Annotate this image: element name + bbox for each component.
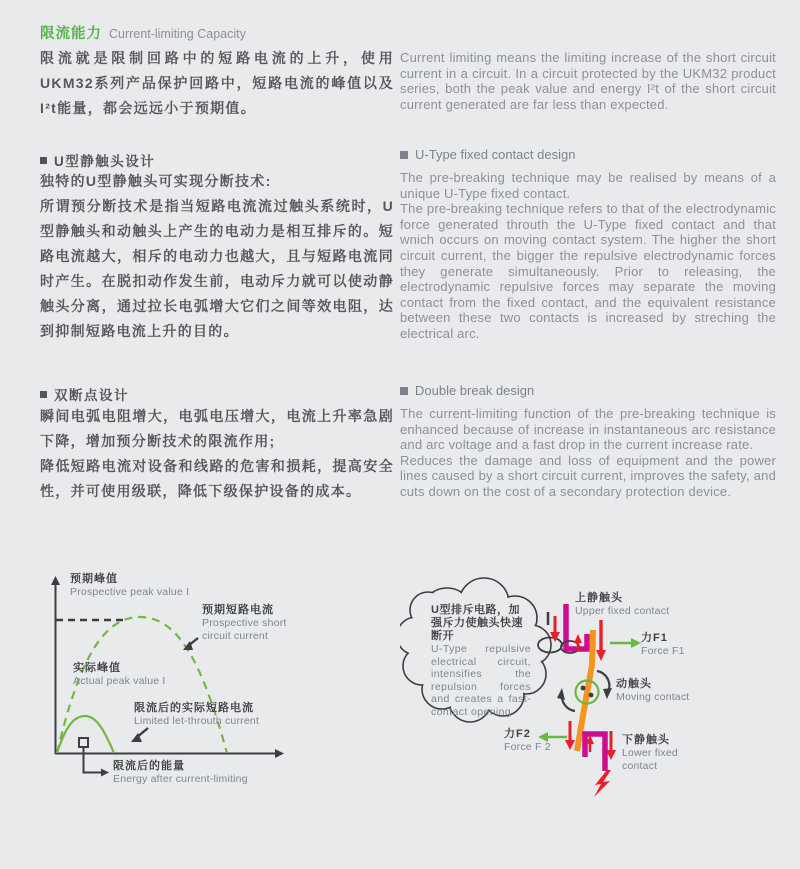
label-prospective-current: 预期短路电流 Prospective short circuit current [202, 604, 287, 642]
label-force-f1: 力F1 Force F1 [641, 632, 685, 657]
energy-marker [79, 738, 88, 747]
y-axis-arrowhead [51, 576, 60, 585]
paragraph: 瞬间电弧电阻增大，电弧电压增大，电流上升率急剧下降，增加预分断技术的限流作用; [40, 408, 394, 449]
section-header-u-type-cn [40, 150, 155, 170]
paragraph: Current limiting means the limiting increase of the short circuit current in a circuit. In a circuit protected by the UKM32 product series, both the peak value and energy I²t of the short circuit current generated are far less than expected. [400, 50, 776, 112]
current-limiting-chart [30, 570, 340, 830]
left-intro-paragraph [40, 46, 394, 121]
label-prospective-peak: 预期峰值 Prospective peak value I [70, 573, 190, 598]
paragraph: The pre-breaking technique may be realised by means of a unique U-Type fixed contact. [400, 170, 776, 201]
label-cloud-note: U型排斥电路，加强斥力使触头快速断开 U-Type repulsive electrical circuit, intensifies the repulsion forces and creates a fast-contact opening. [431, 604, 531, 718]
paragraph: 独特的U型静触头可实现分断技术: [40, 173, 272, 189]
rotation-arc-right-arrowhead [603, 688, 612, 699]
square-bullet-icon [400, 151, 408, 159]
label-lower-fixed-contact: 下静触头 Lower fixed contact [622, 734, 678, 772]
right-double-break-paragraphs [400, 406, 776, 500]
paragraph: The pre-breaking technique refers to that of the electrodynamic force generated throuth the U-Type fixed contact and that wnich occurs on moving contact system. The higher the short circuit current, the bigger the repulsive electrodynamic forces they generate simultaneously. Prior to releasing, the electrodynamic repulsive forces may separate the moving contact from the fixed contact, and the equivalent resistance between these two contacts is increased by streching the electrical arc. [400, 201, 776, 341]
lightning-bolt-icon [594, 770, 611, 797]
label-limited-current: 限流后的实际短路电流 Limited let-throuth current [134, 702, 260, 727]
x-axis-arrowhead [275, 749, 284, 758]
paragraph: The current-limiting function of the pre-breaking technique is enhanced because of increase in instantaneous arc resistance and arc voltage and a fast drop in the current increase rate. [400, 406, 776, 453]
section-header-u-type-en [400, 147, 575, 162]
label-moving-contact: 动触头 Moving contact [616, 678, 690, 703]
rotation-arc-left-arrowhead [557, 688, 565, 700]
left-double-break-paragraphs [40, 404, 394, 504]
energy-connector-arrowhead [101, 769, 109, 777]
paragraph: 限流就是限制回路中的短路电流的上升，使用UKM32系列产品保护回路中，短路电流的峰值以及I²t能量，都会远远小于预期值。 [40, 50, 394, 116]
right-intro-paragraph [400, 50, 776, 112]
page-title [40, 22, 246, 43]
label-actual-peak: 实际峰值 Actual peak value I [73, 662, 166, 687]
paragraph: Reduces the damage and loss of equipment and the power lines caused by a short circuit current, improves the safety, and cuts down on the cost of a secondary protection device. [400, 452, 776, 499]
section-title: U型静触头设计 [54, 154, 156, 169]
section-header-double-break-en [400, 383, 534, 398]
square-bullet-icon [400, 387, 408, 395]
paragraph: 所谓预分断技术是指当短路电流流过触头系统时，U型静触头和动触头上产生的电动力是相互排斥的。短路电流越大，相斥的电动力也越大，且与短路电流同时产生。在脱扣动作发生前，电动斥力就可以使动静触头分离，通过拉长电弧增大它们之间等效电阻，达到抑制短路电流上升的目的。 [40, 198, 394, 339]
section-header-double-break-cn [40, 384, 129, 404]
label-energy-after-limiting: 限流后的能量 Energy after current-limiting [113, 760, 248, 785]
right-u-type-paragraphs [400, 170, 776, 342]
energy-connector-line [84, 748, 103, 773]
pivot-dot [581, 686, 586, 691]
label-force-f2: 力F2 Force F 2 [504, 728, 551, 753]
paragraph: 降低短路电流对设备和线路的危害和损耗，提高安全性，并可使用级联，降低下级保护设备的成本。 [40, 458, 394, 499]
section-title: Double break design [415, 383, 535, 398]
section-title: U-Type fixed contact design [415, 147, 576, 162]
square-bullet-icon [40, 391, 47, 398]
left-u-type-paragraphs [40, 169, 394, 344]
label-upper-fixed-contact: 上静触头 Upper fixed contact [575, 592, 670, 617]
page-title-cn: 限流能力 [40, 26, 102, 42]
section-title: 双断点设计 [54, 388, 129, 403]
square-bullet-icon [40, 157, 47, 164]
page-title-en: Current-limiting Capacity [109, 27, 246, 41]
u-type-contact-diagram [400, 568, 800, 868]
pivot-dot [589, 693, 594, 698]
